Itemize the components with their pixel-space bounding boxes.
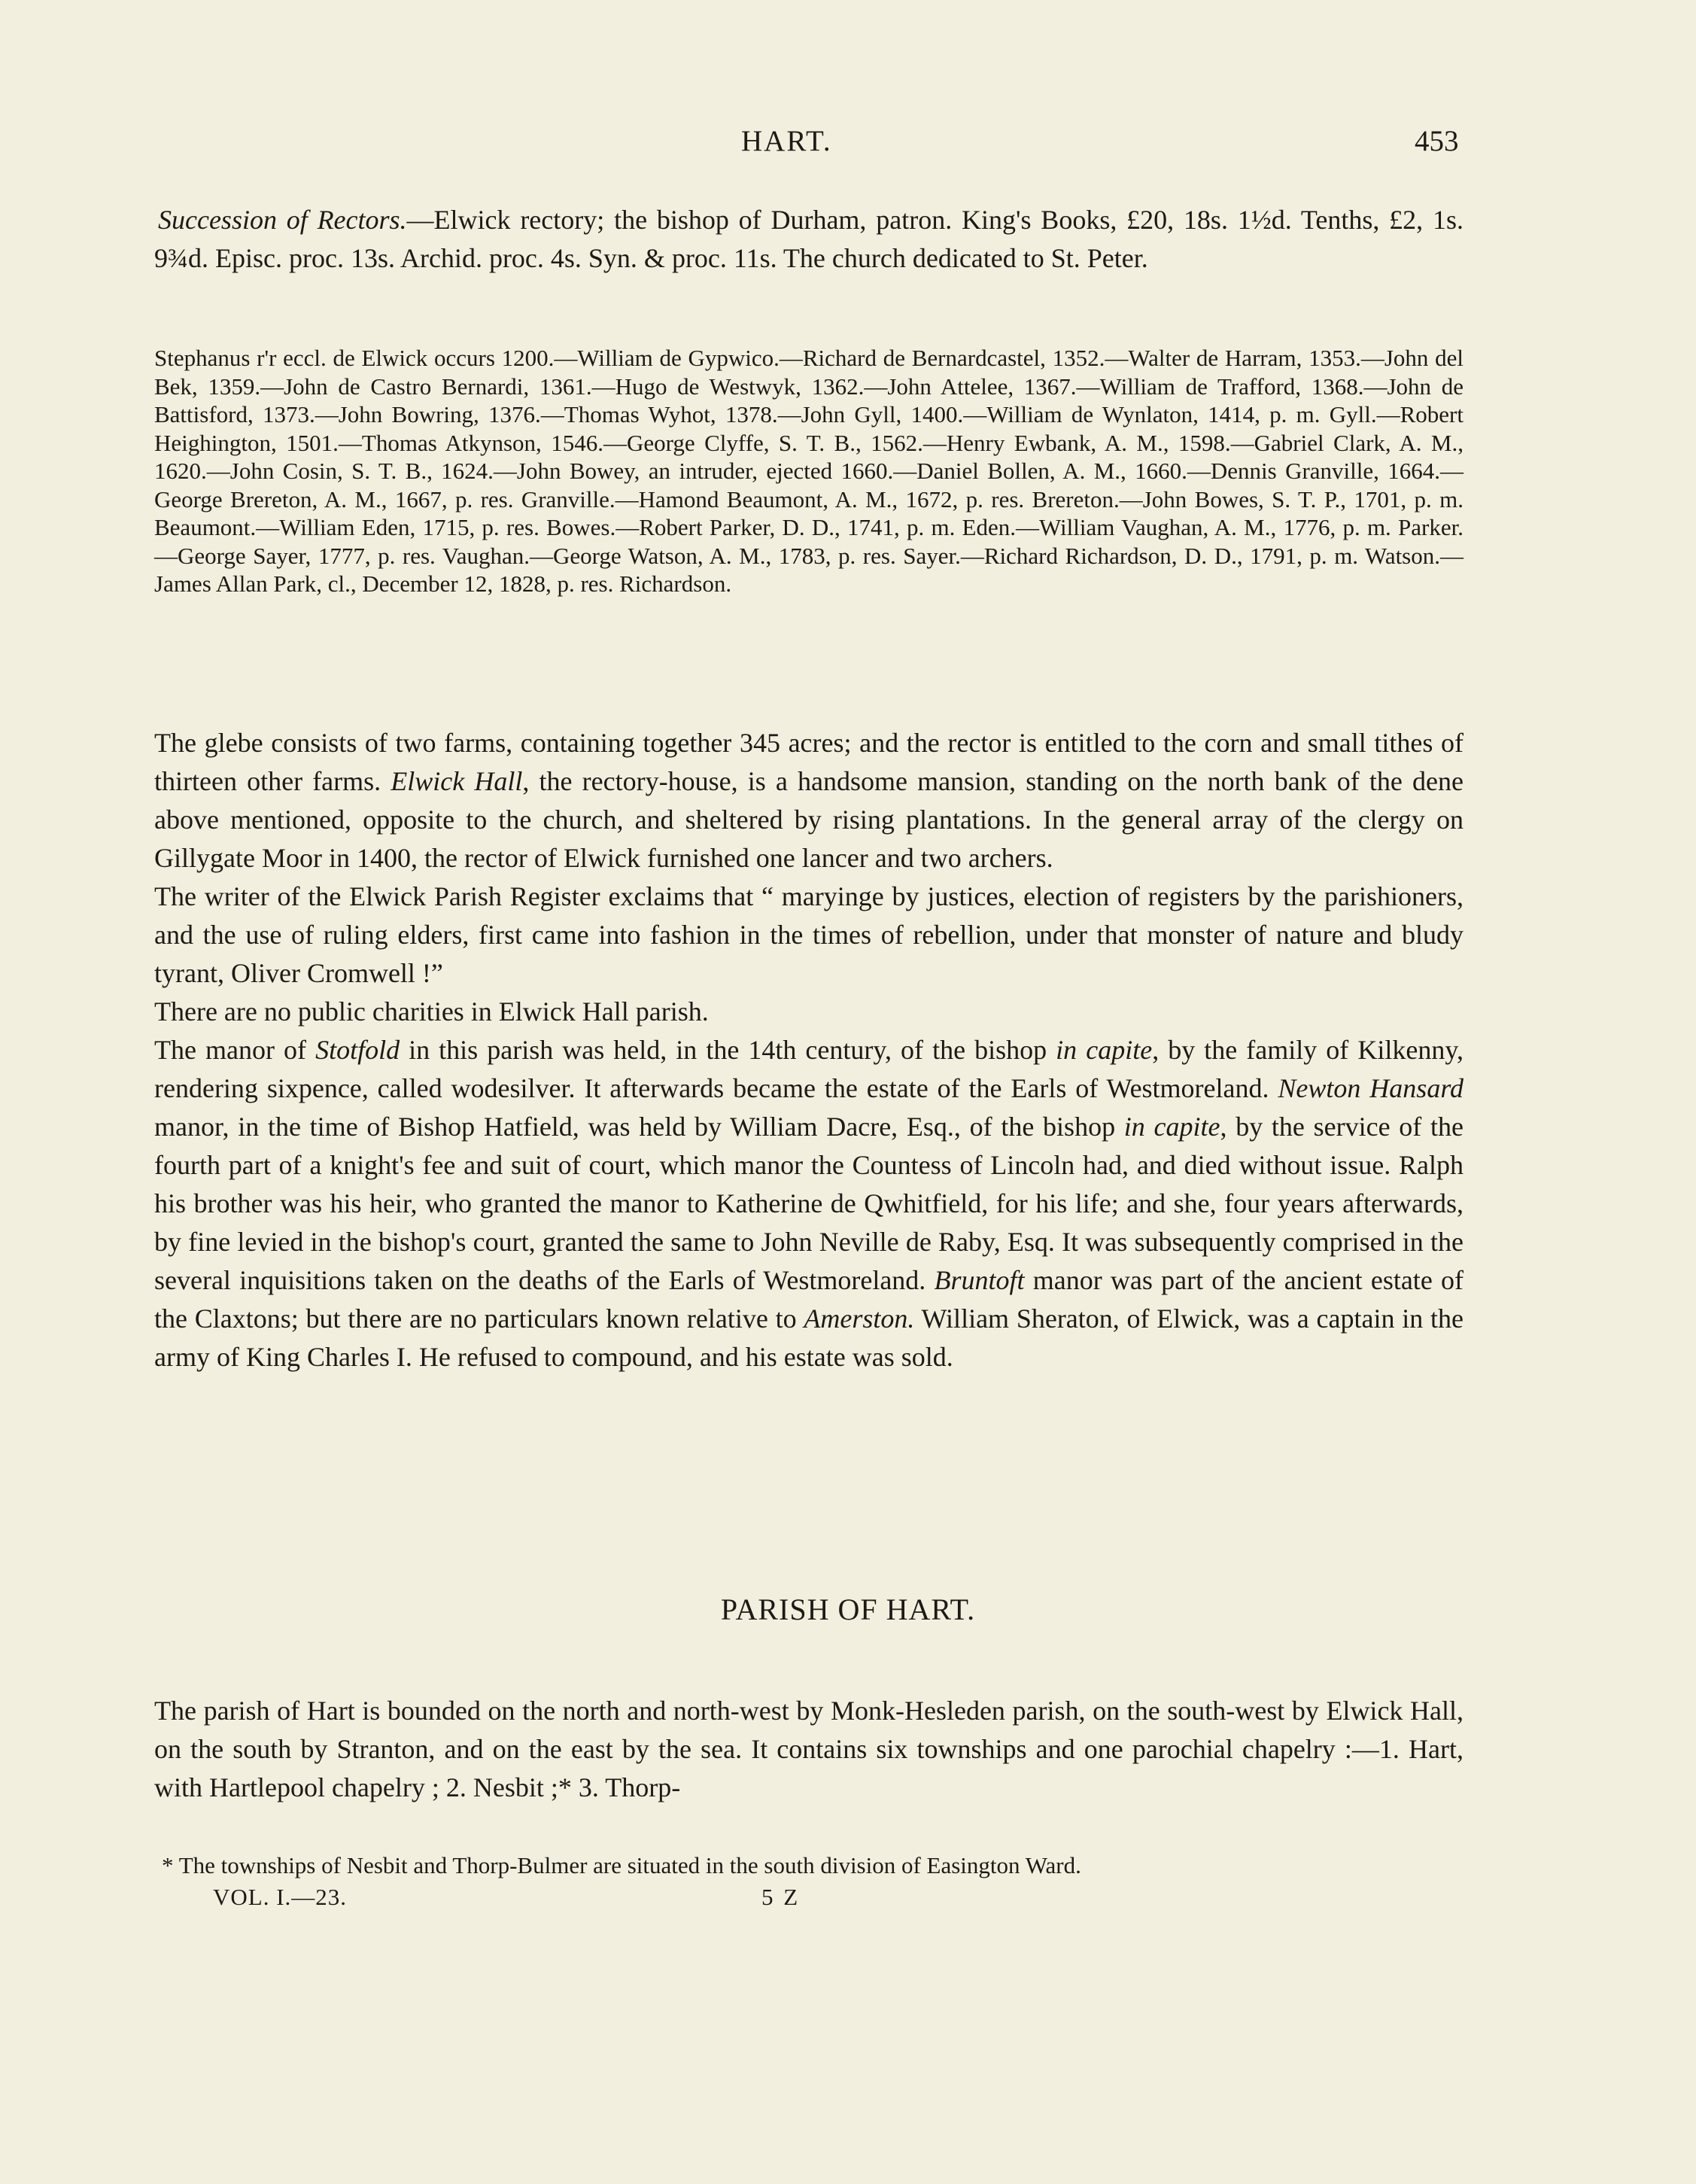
manor-text-i: , by the service of the fourth part of a knight's fee and suit of court, which manor the Countess of Lincoln had, and died without issue. Ralph his brother was his heir, who granted the manor to Katherine de Qwhitfield, for his life; and she, four years afterwards, by fine levied in the bishop's court, granted the same to John Neville de Raby, Esq. It was subsequently comprised in the several inquisitions taken on the deaths of the Earls of Westmoreland. bbox=[154, 1112, 1463, 1295]
glebe-paragraph bbox=[154, 724, 1463, 878]
footnote: * The townships of Nesbit and Thorp-Bulmer are situated in the south division of Easington Ward. bbox=[162, 1852, 1081, 1878]
manor-text-b: Stotfold bbox=[315, 1035, 400, 1065]
section-title: PARISH OF HART. bbox=[720, 1592, 976, 1626]
manor-text-d: in capite bbox=[1056, 1035, 1153, 1065]
signature-mark: 5 Z bbox=[761, 1884, 801, 1910]
manor-text-m: William Sheraton, of Elwick, was a captain in the army of King Charles I. He refused to compound, and his estate was sold. bbox=[154, 1303, 1463, 1372]
rectors-intro-text: —Elwick rectory; the bishop of Durham, patron. King's Books, £20, 18s. 1½d. Tenths, £2, 1s. 9¾d. Episc. proc. 13s. Archid. proc. 4s. Syn. & proc. 11s. The church dedicated to St. Peter. bbox=[154, 205, 1463, 273]
running-header-title: HART. bbox=[741, 125, 832, 157]
manor-text-e: , by the family of Kilkenny, rendering sixpence, called wodesilver. It afterwards became the estate of the Earls of Westmoreland. bbox=[154, 1035, 1463, 1103]
charities-paragraph: There are no public charities in Elwick Hall parish. bbox=[154, 996, 709, 1027]
glebe-text-c: , the rectory-house, is a handsome mansion, standing on the north bank of the dene above mentioned, opposite to the church, and sheltered by rising plantations. In the general array of the clergy on Gillygate Moor in 1400, the rector of Elwick furnished one lancer and two archers. bbox=[154, 766, 1464, 873]
glebe-text-a: The glebe consists of two farms, containing together 345 acres; and the rector is entitled to the corn and small tithes of thirteen other farms. bbox=[154, 728, 1463, 796]
volume-signature: VOL. I.—23. bbox=[213, 1884, 348, 1910]
rectors-heading: Succession of Rectors. bbox=[158, 205, 407, 235]
manor-text-g: manor, in the time of Bishop Hatfield, was held by William Dacre, Esq., of the bishop bbox=[154, 1112, 1124, 1142]
manor-text-c: in this parish was held, in the 14th century, of the bishop bbox=[400, 1035, 1056, 1065]
manor-text-h: in capite bbox=[1123, 1112, 1220, 1142]
manor-paragraph bbox=[154, 1031, 1463, 1376]
body-text bbox=[154, 724, 1463, 1376]
manor-text-a: The manor of bbox=[154, 1035, 316, 1065]
rectors-list-text: Stephanus r'r eccl. de Elwick occurs 1200.—William de Gypwico.—Richard de Bernardcastel, 1352.—Walter de Harram, 1353.—John del Bek, 1359.—John de Castro Bernardi, 1361.—Hugo de Westwyk, 1362.—John Attelee, 1367.—William de Trafford, 1368.—John de Battisford, 1373.—John Bowring, 1376.—Thomas Wyhot, 1378.—John Gyll, 1400.—William de Wynlaton, 1414, p. m. Gyll.—Robert Heighington, 1501.—Thomas Atkynson, 1546.—George Clyffe, S. T. B., 1562.—Henry Ewbank, A. M., 1598.—Gabriel Clark, A. M., 1620.—John Cosin, S. T. B., 1624.—John Bowey, an intruder, ejected 1660.—Daniel Bollen, A. M., 1660.—Dennis Granville, 1664.—George Brereton, A. M., 1667, p. res. Granville.—Hamond Beaumont, A. M., 1672, p. res. Brereton.—John Bowes, S. T. P., 1701, p. m. Beaumont.—William Eden, 1715, p. res. Bowes.—Robert Parker, D. D., 1741, p. m. Eden.—William Vaughan, A. M., 1776, p. m. Parker.—George Sayer, 1777, p. res. Vaughan.—George Watson, A. M., 1783, p. res. Sayer.—Richard Richardson, D. D., 1791, p. m. Watson.—James Allan Park, cl., December 12, 1828, p. res. Richardson. bbox=[154, 345, 1463, 597]
rectors-intro-paragraph bbox=[154, 201, 1463, 278]
page-number: 453 bbox=[1415, 125, 1459, 157]
manor-text-f: Newton Hansard bbox=[1278, 1073, 1463, 1103]
parish-intro-paragraph: The parish of Hart is bounded on the north and north-west by Monk-Hesleden parish, on the south-west by Elwick Hall, on the south by Stranton, and on the east by the sea. It contains six townships and one parochial chapelry :—1. Hart, with Hartlepool chapelry ; 2. Nesbit ;* 3. Thorp- bbox=[154, 1696, 1463, 1802]
parish-intro bbox=[154, 1692, 1463, 1807]
manor-text-j: Bruntoft bbox=[934, 1265, 1025, 1295]
register-paragraph: The writer of the Elwick Parish Register exclaims that “ maryinge by justices, election of registers by the parishioners, and the use of ruling elders, first came into fashion in the times of rebellion, under that monster of nature and bludy tyrant, Oliver Cromwell !” bbox=[154, 881, 1463, 988]
manor-text-l: Amerston. bbox=[804, 1303, 915, 1334]
glebe-text-b: Elwick Hall bbox=[391, 766, 523, 796]
rectors-list bbox=[154, 344, 1463, 598]
manor-text-k: manor was part of the ancient estate of the Claxtons; but there are no particulars known relative to bbox=[154, 1265, 1463, 1334]
